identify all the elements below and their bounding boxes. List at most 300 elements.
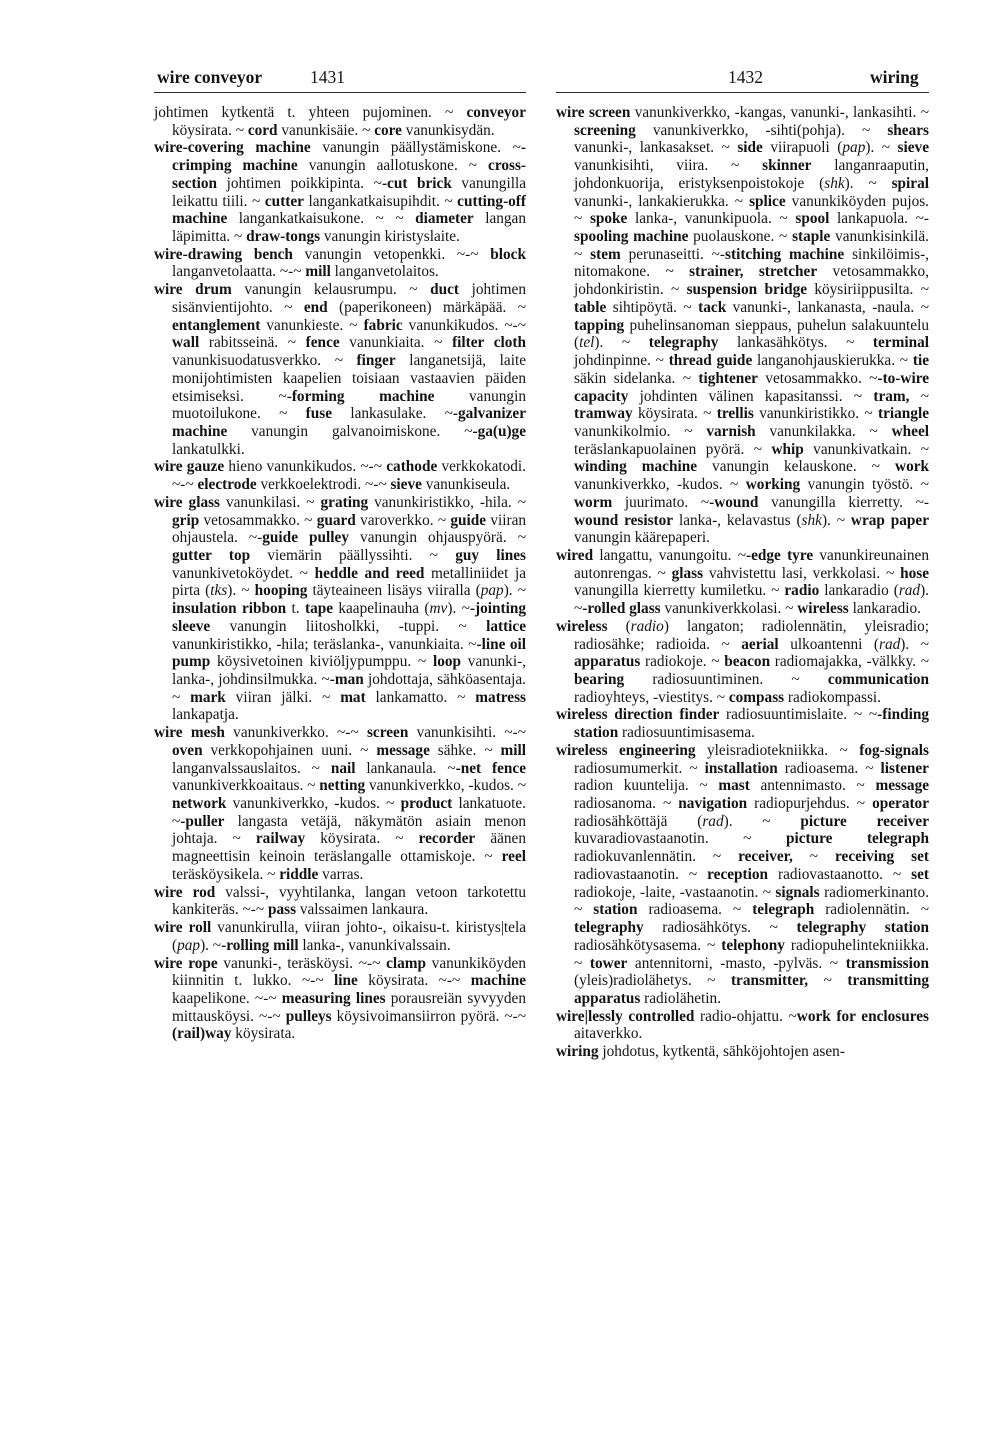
headword: transmitting apparatus <box>574 972 929 1007</box>
definition-text: ). ~ <box>723 812 801 830</box>
definition-text: ~ <box>792 848 836 866</box>
headword: set <box>911 865 929 883</box>
definition-text: vanunki-, lankanasta, -naula. ~ <box>726 298 929 316</box>
headword: mast <box>718 777 750 795</box>
headword: guide pulley <box>262 529 349 547</box>
headword: -rolling mill <box>221 936 299 954</box>
headword: message <box>875 777 930 795</box>
headword: wired <box>556 546 594 564</box>
headword: mill <box>500 741 527 759</box>
definition-text: hieno vanunkikudos. ~-~ <box>224 458 387 476</box>
definition-text: vanunkiristikko. ~ <box>753 405 878 423</box>
dictionary-entry <box>154 494 526 724</box>
headword: wire drum <box>154 281 232 299</box>
headword: skinner <box>762 157 812 175</box>
definition-text: radiolennätin. ~ <box>814 901 929 919</box>
headword: triangle <box>878 405 929 423</box>
headword: forming machine <box>291 387 435 405</box>
definition-text: metalliniidet ja pirta ( <box>172 564 526 600</box>
definition-text: vanunkiverkko, -kudos. ~ <box>226 795 401 813</box>
dictionary-entry <box>154 955 526 1044</box>
definition-text: ~ <box>909 387 929 405</box>
headword: draw-tongs <box>246 228 321 246</box>
definition-text: viiran ohjaustela. ~- <box>172 511 527 547</box>
definition-text: vanunkiköyden pujos. ~ <box>574 192 929 228</box>
headword: thread guide <box>668 352 753 370</box>
definition-text: vanunkivatkain. ~ <box>803 440 929 458</box>
headword: wireless <box>797 600 849 618</box>
headword: installation <box>704 759 778 777</box>
definition-text: vanungin kelausrumpu. ~ <box>231 281 431 299</box>
dictionary-entry <box>556 706 929 741</box>
field-label: rad <box>898 582 921 600</box>
definition-text: vanunkisuodatusverkko. ~ <box>172 352 357 370</box>
definition-text: vahvistettu lasi, verkkolasi. ~ <box>703 564 901 582</box>
definition-text: lankaradio ( <box>819 582 899 600</box>
definition-text: vanungin vetopenkki. ~-~ <box>292 245 491 263</box>
headword: core <box>374 121 402 139</box>
headword: conveyor <box>466 104 526 121</box>
headword: end <box>303 298 328 316</box>
headword: line <box>334 972 358 990</box>
headword: railway <box>255 830 306 848</box>
definition-text: vanunkireunainen autonrengas. ~ <box>574 546 929 582</box>
definition-text: köysirata. <box>231 1025 296 1043</box>
definition-text: lankapuola. ~- <box>829 210 929 228</box>
dictionary-entry <box>154 104 526 139</box>
dictionary-entry <box>154 458 526 493</box>
field-label: tel <box>579 334 595 352</box>
definition-text: sinkilöimis-, nitomakone. ~ <box>574 245 929 281</box>
headword: -wound <box>709 493 759 511</box>
definition-text: valssi-, vyyhtilanka, langan vetoon tarkotettu kankiteräs. ~-~ <box>172 883 527 919</box>
headword: shears <box>887 121 929 139</box>
definition-text: vanunki-, lanka-, johdinsilmukka. ~ <box>172 653 526 688</box>
definition-text: vanunkiverkkolasi. ~ <box>660 600 798 618</box>
definition-text: puhelinsanoman sieppaus, puhelun salakuuntelu ( <box>574 316 929 352</box>
headword: mill <box>305 263 331 281</box>
definition-text: viiran jälki. ~ <box>225 688 341 706</box>
definition-text: radiosähköttäjä ( <box>574 812 703 830</box>
headword: telegraphy <box>648 334 719 352</box>
headword: wireless engineering <box>556 741 696 759</box>
dictionary-entry <box>154 281 526 458</box>
right-page-number: 1432 <box>728 67 763 87</box>
definition-text: kaapelinauha ( <box>333 600 430 618</box>
definition-text: lanka-, vanunkipuola. ~ <box>627 210 796 228</box>
definition-text: vanungin ohjauspyörä. ~ <box>349 529 526 547</box>
headword: wire glass <box>154 493 221 511</box>
definition-text: langanohjauskierukka. ~ <box>752 352 913 370</box>
headword: guide <box>450 511 487 529</box>
definition-text: antennimasto. ~ <box>749 777 876 795</box>
definition-text: lankasulake. ~ <box>332 405 453 423</box>
headword: clamp <box>386 954 427 972</box>
headword: telegraph <box>752 901 815 919</box>
headword: insulation ribbon <box>172 600 287 618</box>
definition-text: lankatuote. ~ <box>172 795 526 830</box>
headword: -to-wire capacity <box>574 369 929 405</box>
definition-text: vanunkisihti. ~-~ <box>408 724 527 742</box>
right-header-rule <box>556 92 929 93</box>
definition-text: radiosuuntiminen. ~ <box>624 671 828 688</box>
field-label: tks <box>210 582 228 600</box>
definition-text: radiosähkötys. ~ <box>643 919 797 937</box>
definition-text: langanvetolaatta. ~-~ <box>172 263 306 281</box>
definition-text: vanungilla leikattu tiili. ~ <box>172 174 526 210</box>
headword: spool <box>795 210 830 228</box>
headword: cross-section <box>172 157 526 192</box>
definition-text: köysirata. ~ <box>632 405 717 423</box>
definition-text: vanungin työstö. ~ <box>800 476 930 494</box>
headword: grating <box>320 493 369 511</box>
definition-text: vanunkikolmio. ~ <box>574 422 707 440</box>
definition-text: vanungin kiristyslaite. <box>320 228 460 246</box>
definition-text: radiokoje, -laite, -vastaanotin. ~ <box>574 883 776 901</box>
definition-text: teräslankapuolainen pyörä. ~ <box>574 440 772 458</box>
definition-text: johtimen kytkentä t. yhteen pujominen. ~ <box>154 104 467 121</box>
headword: wiring <box>556 1043 599 1061</box>
definition-text: viirapuoli ( <box>762 139 843 157</box>
headword: tie <box>912 352 929 370</box>
definition-text: langanraaputin, johdonkuorija, eristyksenpoistokoje ( <box>574 157 929 192</box>
headword: cord <box>247 121 278 139</box>
headword: diameter <box>415 210 474 228</box>
headword: wire-drawing bench <box>154 245 293 263</box>
right-column <box>556 104 929 1061</box>
headword: tape <box>304 600 334 618</box>
definition-text: vanunki-, lankasakset. ~ <box>574 139 738 157</box>
definition-text: ). ~ <box>200 936 222 954</box>
field-label: rad <box>702 812 724 830</box>
definition-text: verkkokatodi. ~-~ <box>172 458 526 494</box>
definition-text: lankasähkötys. ~ <box>718 334 873 352</box>
definition-text: lankaradio. <box>848 600 921 618</box>
headword: fence <box>305 334 340 352</box>
definition-text: radiomerkinanto. ~ <box>574 883 929 919</box>
definition-text: ). ~ <box>503 582 527 600</box>
headword: fuse <box>305 405 333 423</box>
definition-text: köysirata. ~ <box>172 121 248 139</box>
definition-text: lankamatto. ~ <box>365 688 476 706</box>
definition-text: varras. <box>318 865 364 883</box>
right-guide-word: wiring <box>870 67 919 87</box>
definition-text: radioasema. ~ <box>777 759 881 777</box>
definition-text: vanunkiseula. <box>421 476 511 494</box>
dictionary-entry <box>154 139 526 245</box>
headword: gutter top <box>172 546 251 564</box>
definition-text: radiosuuntimisasema. <box>618 724 756 742</box>
definition-text: langanvetolaitos. <box>330 263 439 281</box>
field-label: pap <box>842 139 866 157</box>
definition-text: vetosammakko, johdonkiristin. ~ <box>574 263 929 299</box>
definition-text: t. <box>286 600 305 618</box>
definition-text: radiosähkötysasema. ~ <box>574 936 722 954</box>
definition-text: vanungin kelauskone. ~ <box>697 458 896 476</box>
definition-text: verkkopohjainen uuni. ~ <box>202 741 377 759</box>
definition-text: ). ~ <box>844 174 892 192</box>
headword: picture telegraph <box>785 830 929 848</box>
definition-text: vanunkisäie. ~ <box>277 121 375 139</box>
headword: wrap paper <box>850 511 929 529</box>
definition-text: langankatkaisukone. ~ ~ <box>227 210 416 228</box>
headword: side <box>737 139 763 157</box>
headword: electrode <box>197 476 257 494</box>
definition-text: perunaseitti. ~- <box>620 245 726 263</box>
headword: mat <box>340 688 366 706</box>
headword: heddle and reed <box>314 564 425 582</box>
left-column <box>154 104 526 1043</box>
dictionary-entry <box>154 884 526 919</box>
definition-text: äänen magneettisin keinoin teräslangalle ottamiskoje. ~ <box>172 830 526 866</box>
definition-text: vanunkiverkko, -kangas, vanunki-, lankasihti. ~ <box>630 104 929 121</box>
headword: grip <box>172 511 200 529</box>
definition-text: sihtipöytä. ~ <box>606 298 699 316</box>
headword: screen <box>366 724 409 742</box>
definition-text: varoverkko. ~ <box>355 511 451 529</box>
definition-text: vanungin liitosholkki, -tuppi. ~ <box>210 617 487 635</box>
headword: receiving set <box>835 848 929 866</box>
definition-text: radio-ohjattu. ~ <box>694 1007 797 1025</box>
definition-text: säkin sidelanka. ~ <box>574 369 699 387</box>
headword: reel <box>501 848 526 866</box>
headword: station <box>593 901 638 919</box>
definition-text: puolauskone. ~ <box>688 228 793 246</box>
headword: -crimping machine <box>172 139 526 175</box>
definition-text: kaapelikone. ~-~ <box>172 989 282 1007</box>
headword: listener <box>880 759 929 777</box>
headword: -net fence <box>455 759 526 777</box>
definition-text: vanungin käärepaperi. <box>574 529 710 547</box>
definition-text: vanunkieste. ~ <box>260 316 364 334</box>
definition-text: lankatulkki. <box>172 440 245 458</box>
field-label: shk <box>824 174 845 192</box>
headword: glass <box>671 564 704 582</box>
headword: finger <box>356 352 396 370</box>
definition-text: radiolähetin. <box>640 989 722 1007</box>
headword: netting <box>319 777 366 795</box>
headword: trellis <box>716 405 754 423</box>
headword: varnish <box>706 422 756 440</box>
headword: spooling machine <box>574 228 689 246</box>
definition-text: (paperikoneen) märkäpää. ~ <box>327 298 526 316</box>
definition-text: lankapatja. <box>172 706 239 724</box>
headword: lattice <box>486 617 526 635</box>
headword: working <box>745 476 801 494</box>
headword: operator <box>872 795 929 813</box>
headword: wireless direction finder <box>556 706 720 724</box>
dictionary-entry <box>154 724 526 883</box>
definition-text: vanunkisihti, viira. ~ <box>574 157 763 175</box>
definition-text: aitaverkko. <box>574 1025 643 1043</box>
definition-text: vetosammakko. ~ <box>199 511 317 529</box>
definition-text: langattu, vanungoitu. ~ <box>593 546 746 564</box>
headword: guy lines <box>455 546 526 564</box>
definition-text: valssaimen lankaura. <box>296 901 429 919</box>
headword: spoke <box>589 210 628 228</box>
definition-text: yleisradiotekniikka. ~ <box>695 741 860 759</box>
headword: wire mesh <box>154 724 225 742</box>
headword: cutter <box>264 192 304 210</box>
definition-text: ). ~ <box>574 582 929 618</box>
headword: pulleys <box>285 1007 332 1025</box>
headword: telephony <box>721 936 785 954</box>
dictionary-entry <box>556 547 929 618</box>
definition-text: ) langaton; radiolennätin, yleisradio; radiosähke; radioida. ~ <box>574 617 930 653</box>
dictionary-entry <box>154 919 526 954</box>
definition-text: johtimen sisänvientijohto. ~ <box>172 281 526 316</box>
headword: radio <box>784 582 820 600</box>
headword: tramway <box>574 405 633 423</box>
definition-text: vanunkiverkko, -sihti(pohja). ~ <box>635 121 888 139</box>
definition-text: langanetsijä, laite monijohtimisten kaapelien toisiaan vastaavien päiden etsimiseksi. ~- <box>172 352 526 405</box>
headword: transmission <box>845 954 929 972</box>
definition-text: vanunkiverkko, -kudos. ~ <box>365 777 526 795</box>
definition-text: rabitsseinä. ~ <box>199 334 306 352</box>
headword: communication <box>827 671 929 688</box>
headword: -cut brick <box>381 174 452 192</box>
definition-text: radioasema. ~ <box>637 901 753 919</box>
definition-text: johdottaja, sähköasentaja. ~ <box>172 671 526 706</box>
headword: -ga(u)ge <box>472 422 526 440</box>
definition-text: sähke. ~ <box>429 741 501 759</box>
headword: spiral <box>891 174 929 192</box>
headword: guard <box>316 511 356 529</box>
definition-text: vanunkirulla, viiran johto-, oikaisu-t. kiristys|tela ( <box>172 919 526 954</box>
headword: -galvanizer machine <box>172 405 526 440</box>
definition-text: johtimen poikkipinta. ~ <box>217 174 382 192</box>
headword: hooping <box>254 582 308 600</box>
headword: suspension bridge <box>686 281 808 299</box>
dictionary-entry <box>556 1008 929 1043</box>
definition-text: johdinten välinen kapasitanssi. ~ <box>628 387 874 405</box>
definition-text: johdotus, kytkentä, sähköjohtojen asen- <box>598 1043 845 1061</box>
dictionary-entry <box>556 1043 929 1061</box>
definition-text: langanvalssauslaitos. ~ <box>172 759 331 777</box>
definition-text: vetosammakko. ~ <box>757 369 878 387</box>
headword: reception <box>707 865 769 883</box>
headword: telegraphy <box>574 919 644 937</box>
definition-text: vanunkiverkko, -kudos. ~ <box>574 476 746 494</box>
headword: wall <box>172 334 200 352</box>
definition-text: vanunkikudos. ~-~ <box>402 316 526 334</box>
headword: telegraphy station <box>796 919 929 937</box>
definition-text: antennitorni, -masto, -pylväs. ~ <box>627 954 846 972</box>
headword: -finding station <box>574 706 930 742</box>
definition-text: ). ~ <box>227 582 255 600</box>
definition-text: radiomajakka, -välkky. ~ <box>770 653 929 671</box>
headword: beacon <box>724 653 771 671</box>
headword: loop <box>432 653 462 671</box>
definition-text: vanunkilakka. ~ <box>755 422 892 440</box>
headword: (rail)way <box>172 1025 232 1043</box>
headword: nail <box>330 759 356 777</box>
definition-text: vanunkiristikko, -hila. ~ <box>368 493 526 511</box>
headword: entanglement <box>172 316 261 334</box>
definition-text: vanunkiverkko. ~-~ <box>224 724 367 742</box>
headword: stitching machine <box>725 245 845 263</box>
headword: network <box>172 795 227 813</box>
definition-text: langan läpimitta. ~ <box>172 210 526 246</box>
headword: duct <box>430 281 460 299</box>
headword: work for enclosures <box>796 1007 929 1025</box>
headword: apparatus <box>574 653 641 671</box>
headword: sieve <box>897 139 929 157</box>
definition-text: vanunkiköyden kiinnitin t. lukko. ~-~ <box>172 954 526 990</box>
definition-text: vanunkisydän. <box>401 121 495 139</box>
definition-text: radiosuuntimislaite. ~ ~ <box>719 706 878 724</box>
definition-text: teräsköysikela. ~ <box>172 865 280 883</box>
headword: tram, <box>873 387 910 405</box>
headword: stem <box>590 245 621 263</box>
definition-text: lanka-, kelavastus ( <box>673 511 802 529</box>
left-page-number: 1431 <box>310 67 345 87</box>
headword: transmitter, <box>730 972 809 990</box>
headword: wheel <box>891 422 930 440</box>
definition-text: porausreiän syvyyden mittausköysi. ~-~ <box>172 989 526 1025</box>
definition-text: vanungin päällystämiskone. ~ <box>310 139 521 157</box>
headword: -puller <box>180 812 225 830</box>
headword: message <box>376 741 430 759</box>
left-header-rule <box>154 92 526 93</box>
headword: winding machine <box>574 458 697 476</box>
headword: tower <box>589 954 628 972</box>
headword: splice <box>749 192 786 210</box>
dictionary-entry <box>556 742 929 1008</box>
definition-text: köysivetoinen kiviöljypumppu. ~ <box>210 653 433 671</box>
definition-text: juurimato. ~ <box>612 493 710 511</box>
headword: block <box>490 245 526 263</box>
definition-text: vanunkisinkilä. ~ <box>574 228 929 263</box>
headword: work <box>895 458 930 476</box>
definition-text: langasta vetäjä, näkymätön asiain menon johtaja. ~ <box>172 812 526 848</box>
definition-text: vanunkiristikko, -hila; teräslanka-, vanunkiaita. ~ <box>172 635 477 653</box>
definition-text: ~ <box>808 972 848 990</box>
headword: mark <box>190 688 226 706</box>
definition-text: radiopuhelintekniikka. ~ <box>574 936 929 972</box>
definition-text: radiosanoma. ~ <box>574 795 679 813</box>
headword: picture receiver <box>800 812 929 830</box>
definition-text: (yleis)radiolähetys. ~ <box>574 972 731 990</box>
definition-text: köysirata. ~-~ <box>357 972 471 990</box>
definition-text: köysirata. ~ <box>305 830 419 848</box>
field-label: rad <box>879 635 901 653</box>
headword: cutting-off machine <box>172 192 526 228</box>
dictionary-entry <box>556 618 929 707</box>
definition-text: köysiriippusilta. ~ <box>807 281 929 299</box>
headword: bearing <box>574 671 625 688</box>
definition-text: radiokoje. ~ <box>640 653 725 671</box>
headword: machine <box>470 972 526 990</box>
definition-text: radiosumumerkit. ~ <box>574 759 705 777</box>
definition-text: ). ~ <box>594 334 649 352</box>
definition-text: viemärin päällyssihti. ~ <box>250 546 456 564</box>
headword: tack <box>698 298 727 316</box>
headword: wound resistor <box>574 511 674 529</box>
definition-text: radiovastaanotto. ~ <box>768 865 912 883</box>
definition-text: vanunkiaita. ~ <box>339 334 453 352</box>
definition-text: vanungin muotoilukone. ~ <box>172 387 526 423</box>
headword: signals <box>775 883 820 901</box>
headword: -line oil pump <box>172 635 526 671</box>
definition-text: radiokompassi. <box>784 688 881 706</box>
definition-text: vanungin aallotuskone. ~ <box>297 157 489 175</box>
definition-text: lankanaula. ~ <box>355 759 456 777</box>
headword: wire roll <box>154 919 212 937</box>
definition-text: vanunki-, lankakierukka. ~ <box>574 192 750 210</box>
definition-text: verkkoelektrodi. ~-~ <box>256 476 391 494</box>
definition-text: vanunki-, teräsköysi. ~-~ <box>217 954 387 972</box>
